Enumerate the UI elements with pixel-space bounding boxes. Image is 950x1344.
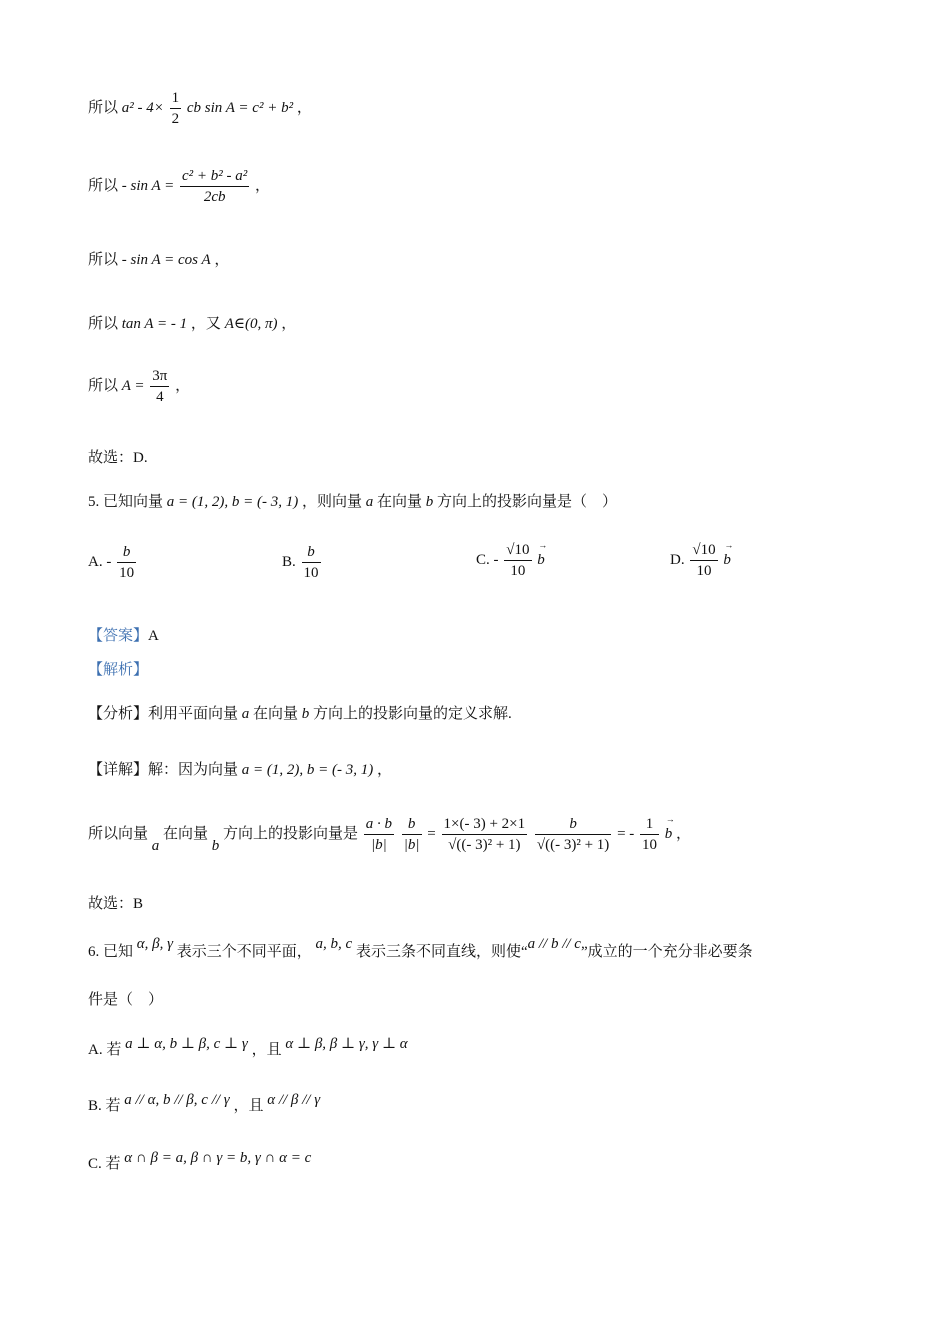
question-5-stem bbox=[88, 490, 617, 511]
conclusion-line bbox=[88, 892, 143, 913]
formula: a // b // c bbox=[527, 936, 581, 952]
answer-choice-line bbox=[88, 446, 148, 467]
fraction-numerator: 1 bbox=[170, 88, 182, 109]
formula: tan A = - 1 bbox=[121, 316, 188, 332]
fraction-numerator: b bbox=[402, 814, 422, 835]
question-6-stem bbox=[88, 936, 753, 961]
equals: = bbox=[427, 825, 436, 842]
text-prefix: 所以 bbox=[88, 316, 119, 332]
stem-text: 在向量 bbox=[377, 494, 423, 510]
answer-tag: 【答案】 bbox=[88, 628, 149, 644]
punctuation: ， bbox=[214, 252, 230, 268]
fraction bbox=[180, 166, 249, 207]
fraction bbox=[150, 366, 169, 407]
formula: a // α, b // β, c // γ bbox=[124, 1092, 230, 1108]
fraction-denominator: |b| bbox=[371, 837, 387, 853]
detail-tag: 【详解】 bbox=[88, 762, 149, 778]
q6-option-b bbox=[88, 1092, 320, 1115]
fraction bbox=[117, 542, 136, 583]
text-prefix: 所以 bbox=[88, 252, 119, 268]
variable: b bbox=[301, 706, 310, 722]
text-mid: ，又 bbox=[190, 316, 221, 332]
stem-text: 6. 已知 bbox=[88, 944, 134, 960]
text: 方向上的投影向量是 bbox=[223, 825, 359, 842]
sign: - bbox=[106, 553, 112, 570]
formula: A∈(0, π) bbox=[224, 316, 278, 332]
fraction-denominator: √((- 3)² + 1) bbox=[448, 837, 521, 853]
variable: a bbox=[151, 837, 160, 854]
punctuation: ， bbox=[676, 825, 692, 842]
answer-value: A bbox=[148, 628, 159, 644]
conclusion-text: 故选：D. bbox=[88, 450, 148, 466]
solution-line-5 bbox=[88, 366, 190, 407]
option-label: A. bbox=[88, 553, 103, 570]
fraction-numerator: √10 bbox=[690, 540, 717, 561]
fraction bbox=[402, 814, 422, 855]
option-label: D. bbox=[670, 551, 685, 568]
fraction-numerator: b bbox=[535, 814, 611, 835]
equals: = - bbox=[617, 825, 635, 842]
text-prefix: 所以 bbox=[88, 377, 119, 394]
calculation-line bbox=[88, 814, 691, 855]
fraction-numerator: b bbox=[117, 542, 136, 563]
detail-line bbox=[88, 758, 392, 779]
fraction bbox=[640, 814, 659, 855]
analysis-tag: 【解析】 bbox=[88, 662, 149, 678]
option-b bbox=[282, 542, 323, 583]
punctuation: ， bbox=[175, 377, 191, 394]
analysis-heading bbox=[88, 658, 148, 679]
formula: α ⊥ β, β ⊥ γ, γ ⊥ α bbox=[285, 1036, 408, 1052]
fraction bbox=[442, 814, 528, 855]
stem-text: 表示三条不同直线，则使“ bbox=[355, 944, 528, 960]
text: ，且 bbox=[251, 1042, 282, 1058]
text: ，且 bbox=[233, 1098, 264, 1114]
fraction-denominator: 10 bbox=[642, 837, 658, 853]
fraction-denominator: |b| bbox=[403, 837, 420, 853]
solution-line-4 bbox=[88, 312, 296, 333]
fraction-denominator: 2cb bbox=[203, 189, 226, 205]
option-c bbox=[476, 540, 545, 581]
formula: a² - 4× bbox=[121, 99, 164, 116]
formula: α, β, γ bbox=[136, 936, 174, 952]
vector-b: → b bbox=[537, 552, 545, 569]
fraction-denominator: 2 bbox=[171, 111, 180, 127]
punctuation: ， bbox=[296, 99, 312, 116]
fraction-numerator: 3π bbox=[150, 366, 169, 387]
text: 在向量 bbox=[253, 706, 299, 722]
variable: b bbox=[211, 837, 220, 854]
formula: A = bbox=[121, 377, 145, 394]
fraction bbox=[302, 542, 321, 583]
question-6-stem-cont bbox=[88, 988, 163, 1009]
fraction bbox=[690, 540, 717, 581]
q6-option-a bbox=[88, 1034, 408, 1059]
fenxi-tag: 【分析】 bbox=[88, 706, 149, 722]
text-prefix: 所以 bbox=[88, 177, 119, 194]
stem-text: 表示三个不同平面， bbox=[176, 944, 312, 960]
sign: - bbox=[493, 551, 499, 568]
formula: α ∩ β = a, β ∩ γ = b, γ ∩ α = c bbox=[124, 1150, 312, 1166]
punctuation: ， bbox=[377, 762, 393, 778]
option-label: A. 若 bbox=[88, 1042, 122, 1058]
text: 在向量 bbox=[163, 825, 209, 842]
formula: a ⊥ α, b ⊥ β, c ⊥ γ bbox=[125, 1036, 248, 1052]
option-label: C. bbox=[476, 551, 490, 568]
fraction-numerator: √10 bbox=[504, 540, 531, 561]
text: 解：因为向量 bbox=[148, 762, 239, 778]
option-d bbox=[670, 540, 731, 581]
fraction bbox=[504, 540, 531, 581]
solution-line-2 bbox=[88, 166, 270, 207]
fraction-denominator: 10 bbox=[303, 565, 319, 581]
variable: a bbox=[241, 706, 250, 722]
fraction-numerator: 1 bbox=[640, 814, 659, 835]
vector-b: → b bbox=[665, 826, 673, 843]
text: 方向上的投影向量的定义求解. bbox=[313, 706, 512, 722]
stem-text: 5. 已知向量 bbox=[88, 494, 164, 510]
fraction-denominator: 4 bbox=[156, 389, 164, 405]
fraction-numerator: a · b bbox=[364, 814, 394, 835]
text: 利用平面向量 bbox=[148, 706, 239, 722]
variable: b bbox=[425, 494, 434, 510]
stem-text: ”成立的一个充分非必要条 bbox=[580, 944, 753, 960]
option-label: B. 若 bbox=[88, 1098, 121, 1114]
stem-text: ，则向量 bbox=[302, 494, 363, 510]
text-prefix: 所以 bbox=[88, 99, 119, 116]
option-a bbox=[88, 542, 138, 583]
solution-line-1 bbox=[88, 88, 312, 129]
option-label: B. bbox=[282, 553, 296, 570]
formula: cb sin A = c² + b² bbox=[186, 99, 294, 116]
answer-line bbox=[88, 624, 159, 645]
variable: a bbox=[365, 494, 374, 510]
conclusion-text: 故选：B bbox=[88, 896, 144, 912]
punctuation: ， bbox=[281, 316, 297, 332]
solution-line-3 bbox=[88, 248, 229, 269]
fraction-numerator: c² + b² - a² bbox=[180, 166, 249, 187]
fraction bbox=[364, 814, 394, 855]
fraction-numerator: b bbox=[302, 542, 321, 563]
vector-b: → b bbox=[723, 552, 731, 569]
q6-option-c bbox=[88, 1150, 311, 1173]
text: 所以向量 bbox=[88, 825, 149, 842]
fraction-denominator: 10 bbox=[510, 563, 526, 579]
formula: - sin A = cos A bbox=[121, 252, 211, 268]
formula: α // β // γ bbox=[267, 1092, 321, 1108]
formula: a = (1, 2), b = (- 3, 1) bbox=[166, 494, 299, 510]
punctuation: ， bbox=[255, 177, 271, 194]
formula: a = (1, 2), b = (- 3, 1) bbox=[241, 762, 374, 778]
formula: a, b, c bbox=[315, 936, 353, 952]
formula: - sin A = bbox=[121, 177, 175, 194]
fenxi-line bbox=[88, 702, 512, 723]
stem-text: 件是（ ） bbox=[88, 992, 164, 1008]
fraction-denominator: 10 bbox=[696, 563, 712, 579]
fraction bbox=[170, 88, 182, 129]
fraction-numerator: 1×(- 3) + 2×1 bbox=[442, 814, 528, 835]
fraction-denominator: √((- 3)² + 1) bbox=[536, 837, 610, 853]
fraction bbox=[535, 814, 611, 855]
option-label: C. 若 bbox=[88, 1156, 121, 1172]
fraction-denominator: 10 bbox=[119, 565, 135, 581]
stem-text: 方向上的投影向量是（ ） bbox=[437, 494, 618, 510]
